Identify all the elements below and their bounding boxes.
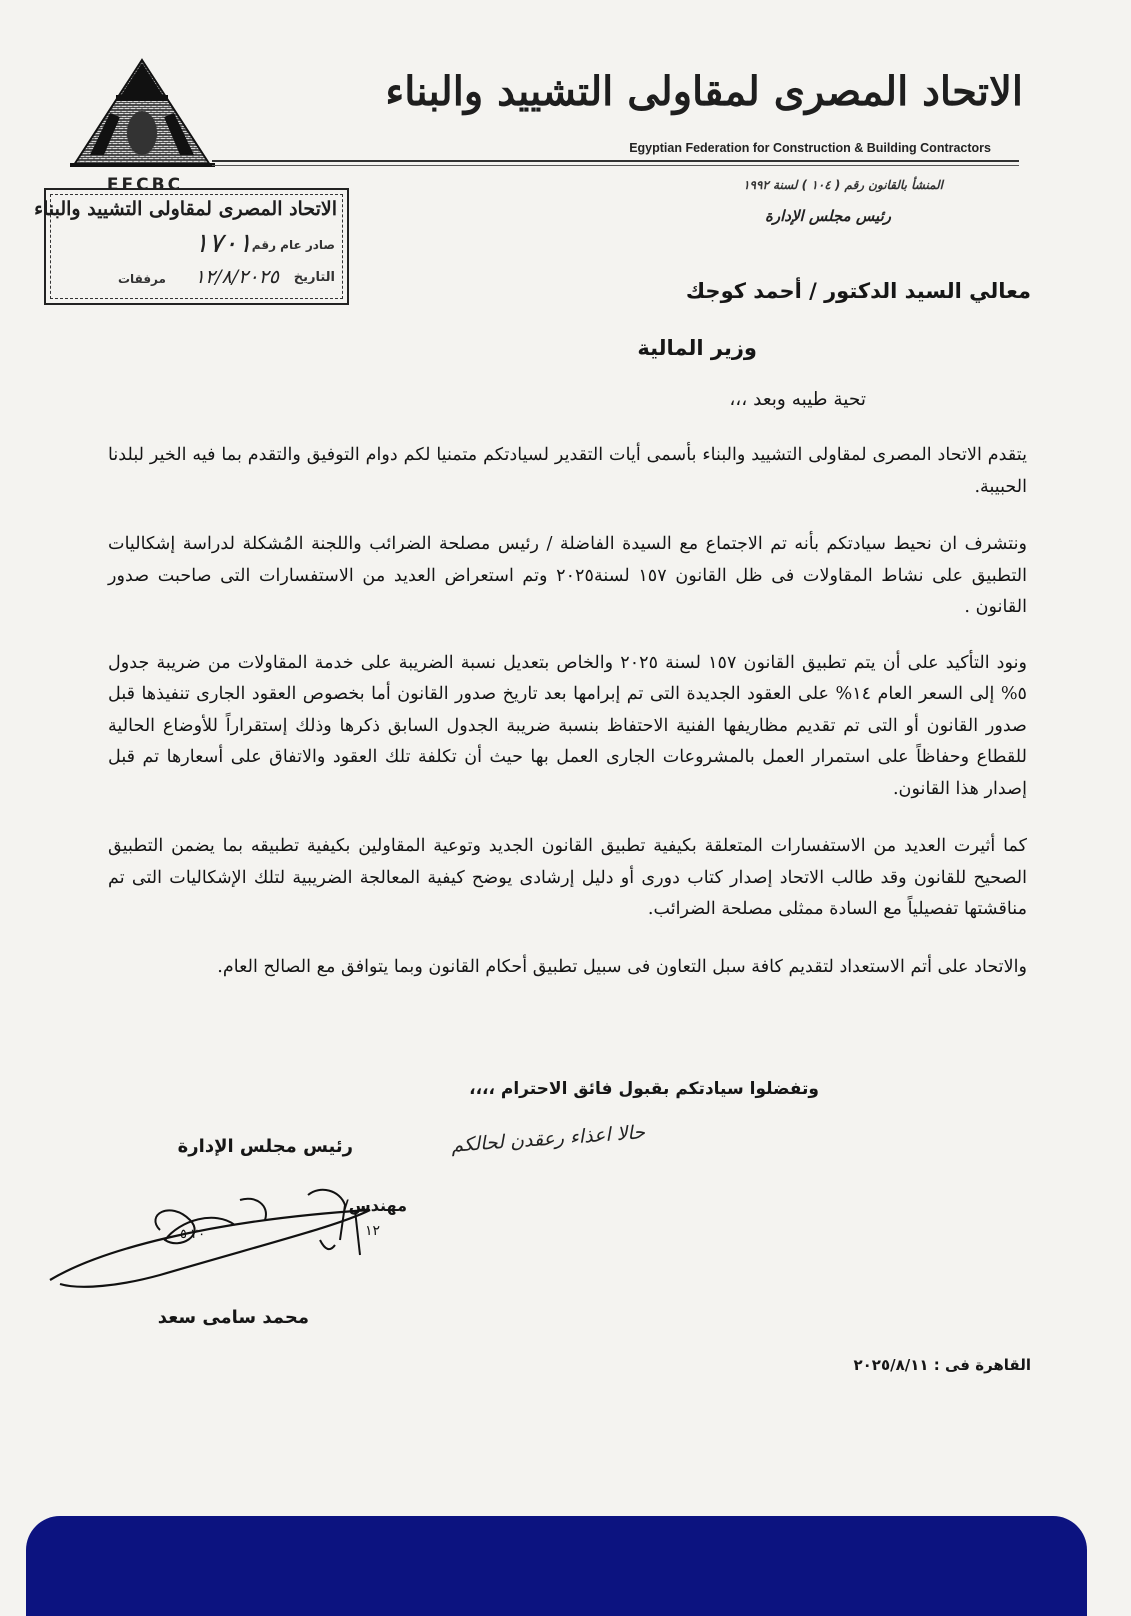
- org-name-english: Egyptian Federation for Construction & Building Contractors: [629, 141, 991, 155]
- federation-logo: [70, 55, 215, 195]
- addressee-title: وزير المالية: [637, 336, 757, 360]
- paragraph-5: والاتحاد على أتم الاستعداد لتقديم كافة سبل التعاون فى سبيل تطبيق أحكام القانون وبما يتوافق مع الصالح العام.: [217, 956, 1027, 977]
- establishment-law: المنشأ بالقانون رقم ( ١٠٤ ) لسنة ١٩٩٢: [743, 178, 943, 192]
- registration-stamp: [34, 188, 349, 305]
- closing-line: وتفضلوا سيادتكم بقبول فائق الاحترام ،،،،: [469, 1079, 819, 1099]
- handwritten-note: حالا اعذاء رعقدن لحالكم: [450, 1121, 646, 1157]
- greeting: تحية طيبه وبعد ،،،: [729, 389, 866, 410]
- signatory-title: رئيس مجلس الإدارة: [177, 1136, 353, 1157]
- stamp-attachments-label: مرفقات: [118, 272, 166, 286]
- addressee-line: معالي السيد الدكتور / أحمد كوجك: [685, 279, 1031, 303]
- pyramid-logo-icon: [70, 55, 215, 180]
- paragraph-2: ونتشرف ان نحيط سيادتكم بأنه تم الاجتماع مع السيدة الفاضلة / رئيس مصلحة الضرائب واللجنة المُشكلة لدراسة إشكاليات التطبيق على نشاط المقاولات فى ظل القانون ١٥٧ لسنة٢٠٢٥ وتم استعراض العديد من الاستفسارات التى صاحبت صدور القانون .: [108, 534, 1027, 617]
- paragraph-1: يتقدم الاتحاد المصرى لمقاولى التشييد والبناء بأسمى أيات التقدير لسيادتكم متمنيا لكم دوام التوفيق والتقدم بما فيه الخير لبلدنا الحبيبة.: [108, 445, 1027, 497]
- logo-acronym: EFCBC: [106, 175, 184, 195]
- svg-text:٢٠ ٥: ٢٠ ٥: [180, 1227, 206, 1242]
- stamp-date-label: التاريخ: [293, 270, 335, 285]
- stamp-number-label: صادر عام رقم: [251, 238, 335, 252]
- stamp-date-value: ١٢/٨/٢٠٢٥: [194, 266, 279, 288]
- place-and-date: القاهرة فى : ٢٠٢٥/٨/١١: [853, 1356, 1031, 1374]
- board-chair-heading: رئيس مجلس الإدارة: [765, 207, 891, 225]
- engineer-label: مهندس/: [342, 1196, 407, 1215]
- paragraph-4: كما أثيرت العديد من الاستفسارات المتعلقة بكيفية تطبيق القانون الجديد وتوعية المقاولين بكيفية تطبيقه بما يضمن التطبيق الصحيح للقانون وقد طالب الاتحاد إصدار كتاب دورى أو دليل إرشادى يوضح كيفية المعالجة الضريبية لتلك الإشكاليات التى تم مناقشتها تفصيلياً مع السادة ممثلى مصلحة الضرائب.: [108, 836, 1027, 919]
- header-divider-thin: [212, 165, 1019, 166]
- signer-name: محمد سامى سعد: [157, 1307, 309, 1328]
- signature-icon: [40, 1180, 420, 1300]
- paragraph-3: ونود التأكيد على أن يتم تطبيق القانون ١٥٧ لسنة ٢٠٢٥ والخاص بتعديل نسبة الضريبة على خدمة المقاولات من ضريبة جدول ٥% إلى السعر العام ١٤% على العقود الجديدة التى تم إبرامها بعد تاريخ صدور القانون أما بخصوص العقود الجارى تنفيذها قبل صدور القانون أو التى تم تقديم مظاريفها الفنية الاحتفاظ بنسبة ضريبة الجدول السابق ذكرها وذلك إستقراراً للأوضاع الحالية للقطاع وحفاظاً على استمرار العمل بالمشروعات الجارى العمل بها حيث أن تكلفة تلك العقود والاتفاق على أسعارها تم قبل إصدار هذا القانون.: [108, 652, 1027, 799]
- stamp-title: الاتحاد المصرى لمقاولى التشييد والبناء: [34, 198, 337, 220]
- stamp-number-value: ١٧٠١: [193, 228, 252, 259]
- svg-text:١٢: ١٢: [365, 1223, 381, 1239]
- org-name-arabic: الاتحاد المصرى لمقاولى التشييد والبناء: [385, 68, 1023, 115]
- letter-body: [108, 440, 1027, 1009]
- bottom-blue-band: [26, 1516, 1087, 1616]
- header-divider: [212, 160, 1019, 162]
